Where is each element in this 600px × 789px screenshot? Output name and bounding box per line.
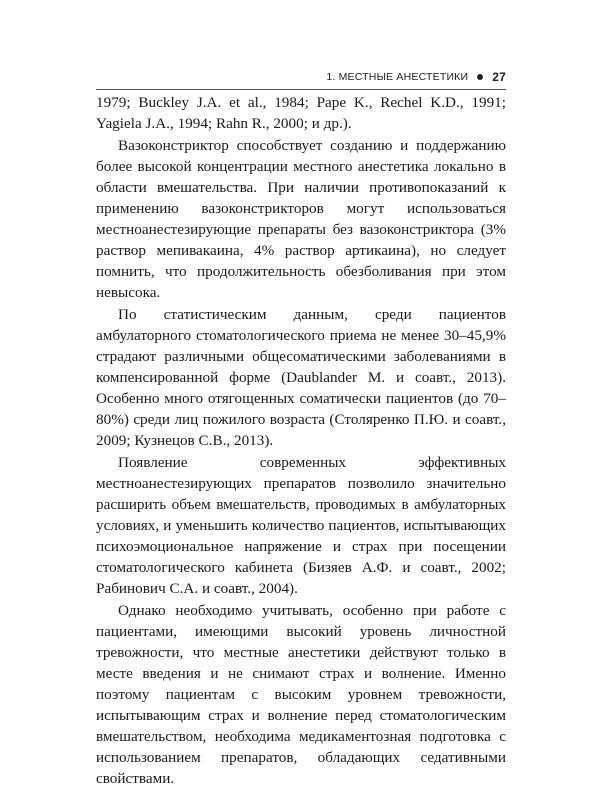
page-number: 27 (492, 70, 506, 84)
section-title: 1. МЕСТНЫЕ АНЕСТЕТИКИ (326, 71, 469, 83)
paragraph-modern-anesthetics: Появление современных эффективных местноанестезирующих препаратов позволило значительно расширить объем вмешательств, проводимых в амбулаторных условиях, и уменьшить количество пациентов, испытывающих психоэмоциональное напряжение и страх при посещении стоматологического кабинета (Бизяев А.Ф. и соавт., 2002; Рабинович С.А. и соавт., 2004). (96, 454, 506, 597)
paragraph-continuation: 1979; Buckley J.A. et al., 1984; Pape K., Rechel K.D., 1991; Yagiela J.A., 1994; Rahn R., 2000; и др.). (96, 94, 506, 132)
header-rule (96, 89, 506, 90)
running-head (96, 67, 506, 87)
body-text (96, 92, 506, 789)
paragraph-anxiety: Однако необходимо учитывать, особенно при работе с пациентами, имеющими высокий уровень личностной тревожности, что местные анестетики действуют только в месте введения и не снимают страх и волнение. Именно поэтому пациентам с высоким уровнем тревожности, испытывающим страх и волнение перед стоматологическим вмешательством, необходима медикаментозная подготовка с использованием препаратов, обладающих седативными свойствами. (96, 602, 506, 787)
paragraph-statistics: По статистическим данным, среди пациентов амбулаторного стоматологического приема не менее 30–45,9% страдают различными общесоматическими заболеваниями в компенсированной форме (Daublander M. и соавт., 2013). Особенно много отягощенных соматически пациентов (до 70–80%) среди лиц пожилого возраста (Столяренко П.Ю. и соавт., 2009; Кузнецов С.В., 2013). (96, 306, 506, 449)
paragraph-vasoconstrictor: Вазоконстриктор способствует созданию и поддержанию более высокой концентрации местного анестетика локально в области вмешательства. При наличии противопоказаний к применению вазоконстрикторов могут использоваться местноанестезирующие препараты без вазоконстриктора (3% раствор мепивакаина, 4% раствор артикаина), но следует помнить, что продолжительность обезболивания при этом невысока. (96, 137, 506, 301)
bullet-separator-icon (477, 74, 483, 80)
